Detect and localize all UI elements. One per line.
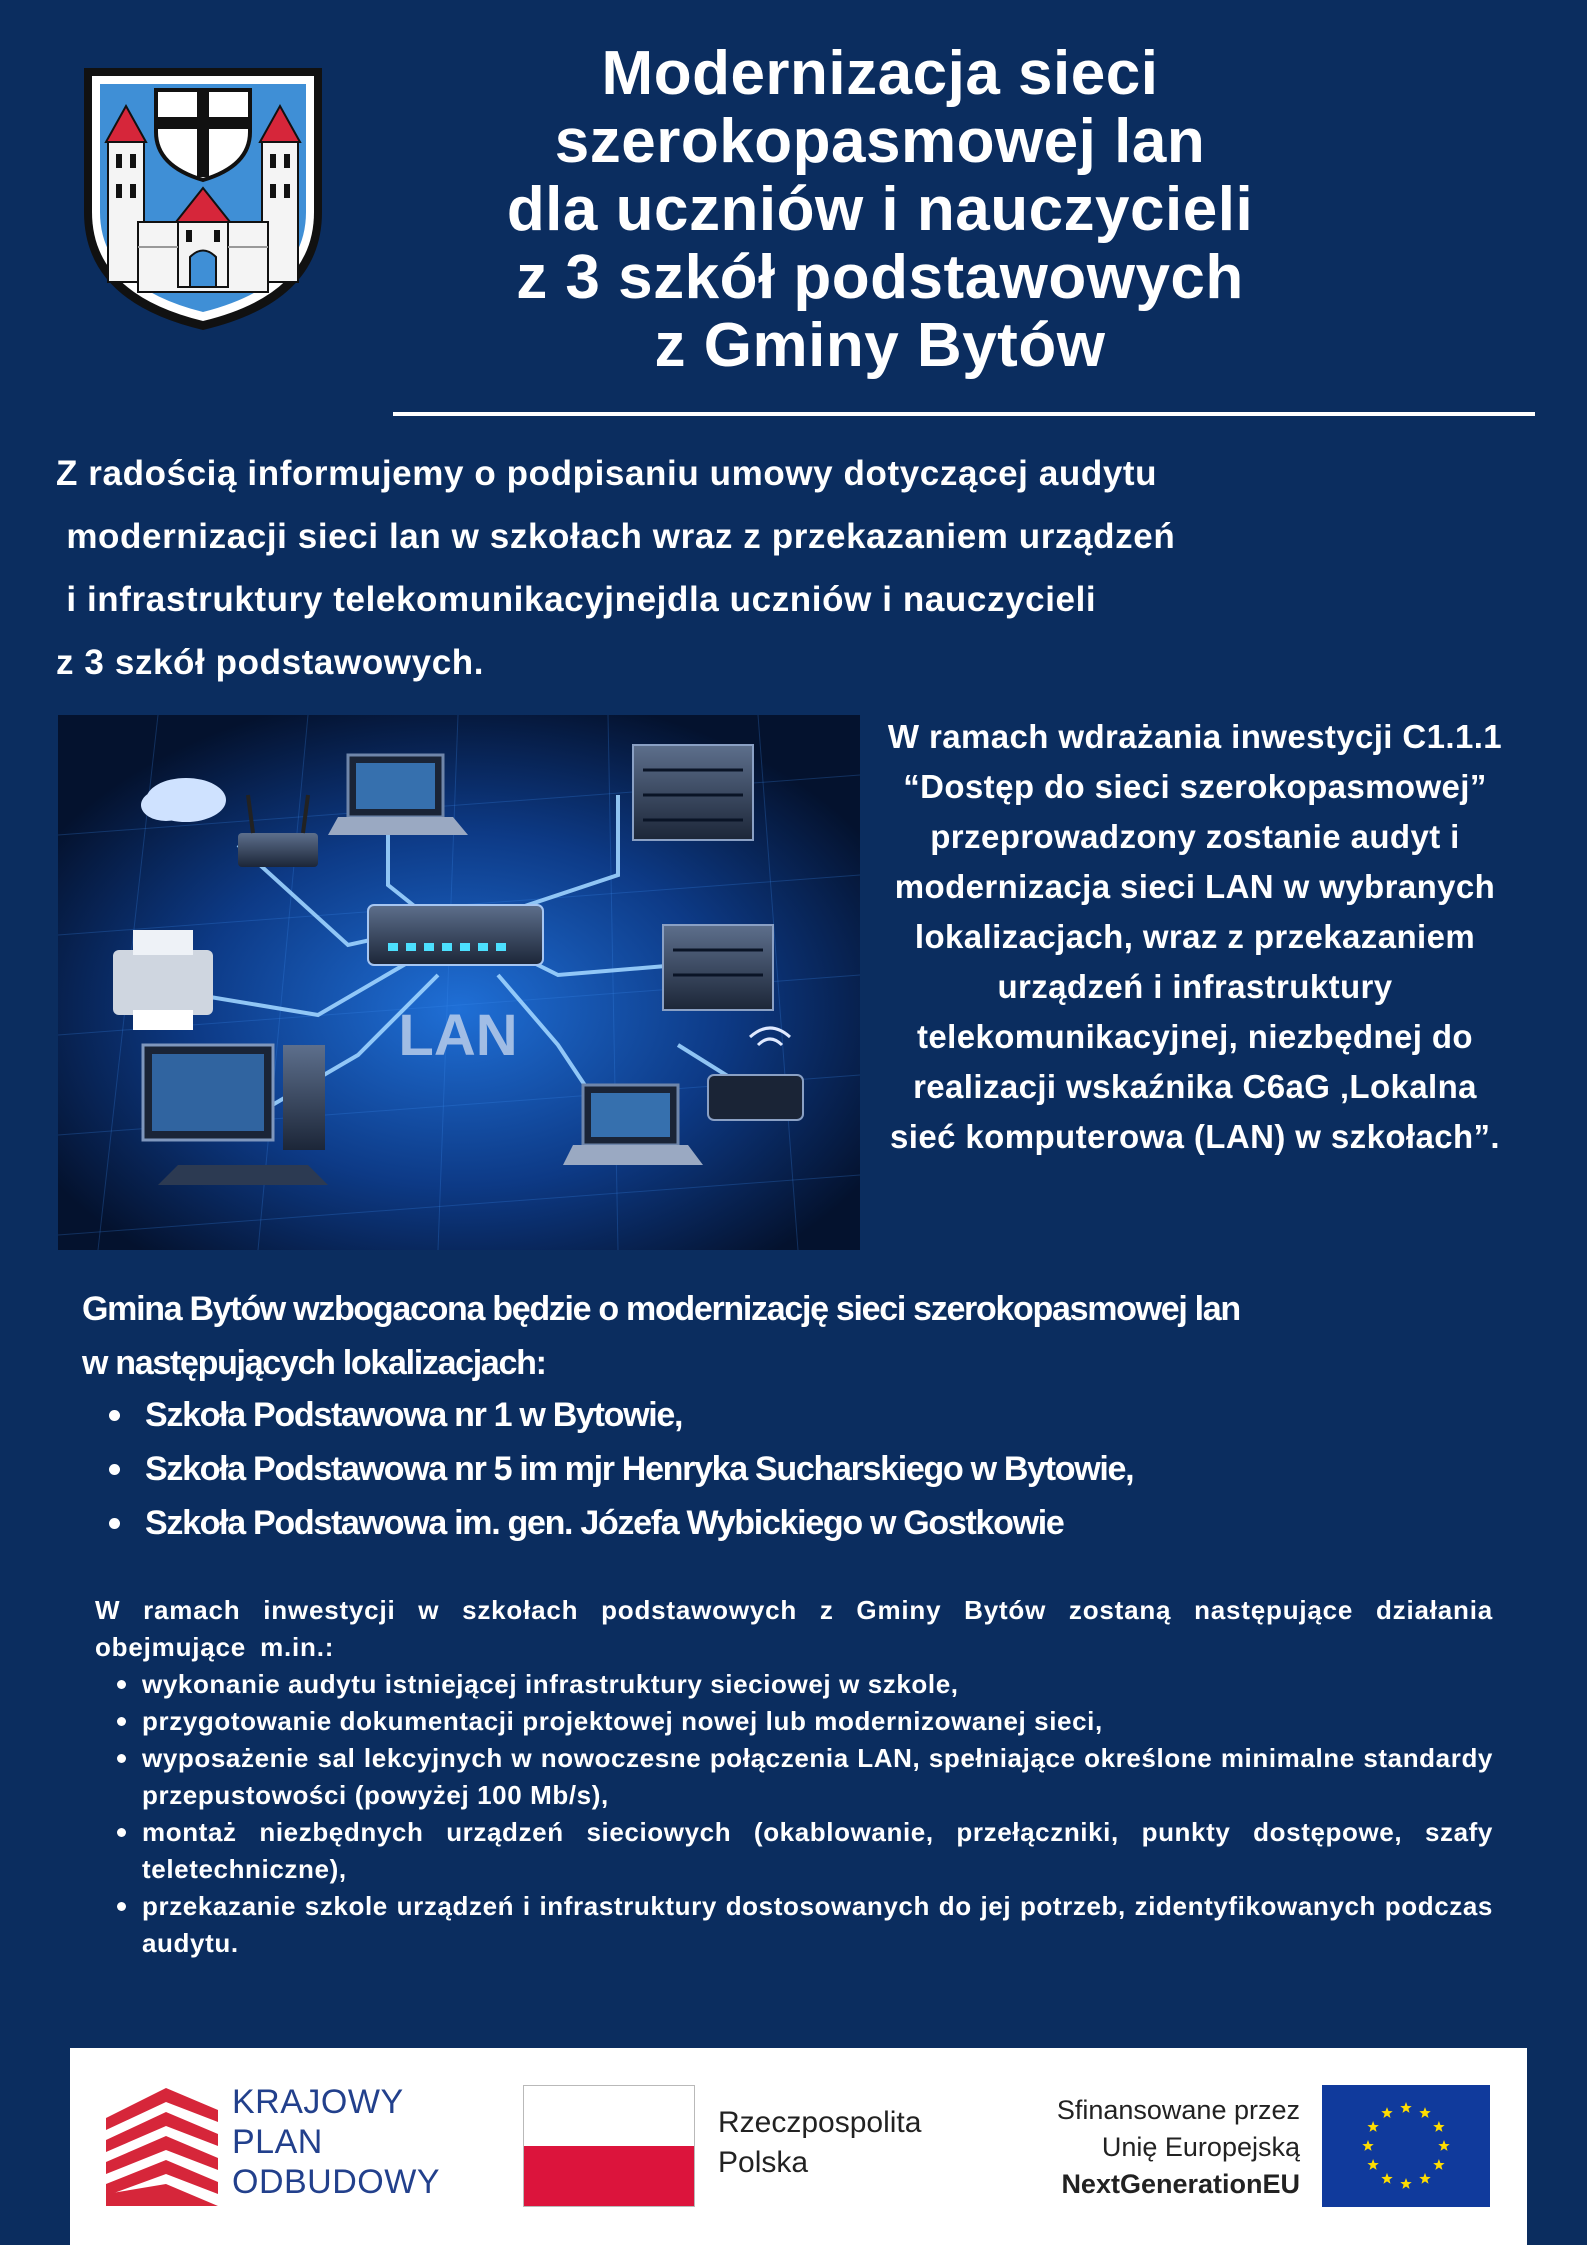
list-item: Szkoła Podstawowa im. gen. Józefa Wybickiego w Gostkowie	[105, 1496, 1505, 1550]
description-line: lokalizacjach, wraz z przekazaniem	[914, 918, 1476, 955]
title-divider	[393, 412, 1535, 416]
locations-line: w następujących lokalizacjach:	[82, 1344, 546, 1382]
kpo-name-line: KRAJOWY	[232, 2083, 404, 2121]
eu-text-line: Unię Europejską	[1101, 2132, 1300, 2162]
intro-line: Z radością informujemy o podpisaniu umowy dotyczącej audytu	[56, 454, 1158, 493]
coat-of-arms-icon	[78, 62, 328, 334]
title-line: szerokopasmowej lan	[554, 107, 1206, 176]
list-item: Szkoła Podstawowa nr 1 w Bytowie,	[105, 1388, 1505, 1442]
rp-name-line: Rzeczpospolita	[718, 2106, 922, 2139]
locations-line: Gmina Bytów wzbogacona będzie o modernizację sieci szerokopasmowej lan	[82, 1290, 1240, 1328]
description-line: modernizacja sieci LAN w wybranych	[894, 868, 1496, 905]
network-diagram-image	[58, 715, 860, 1250]
investment-description	[815, 712, 1575, 1162]
description-line: realizacji wskaźnika C6aG ‚Lokalna	[913, 1068, 1477, 1105]
list-item: wykonanie audytu istniejącej infrastruktury sieciowej w szkole,	[115, 1666, 1493, 1703]
description-line: sieć komputerowa (LAN) w szkołach”.	[890, 1118, 1500, 1155]
intro-line: i infrastruktury telekomunikacyjnejdla uczniów i nauczycieli	[56, 580, 1097, 619]
eu-text-line: NextGenerationEU	[1061, 2169, 1300, 2199]
list-item: przygotowanie dokumentacji projektowej nowej lub modernizowanej sieci,	[115, 1703, 1493, 1740]
list-item: montaż niezbędnych urządzeń sieciowych (okablowanie, przełączniki, punkty dostępowe, szafy teletechniczne),	[115, 1814, 1493, 1888]
list-item: przekazanie szkole urządzeń i infrastruktury dostosowanych do jej potrzeb, zidentyfikowanych podczas audytu.	[115, 1888, 1493, 1962]
description-line: “Dostęp do sieci szerokopasmowej”	[903, 768, 1487, 805]
page-title	[330, 40, 1430, 380]
eu-flag-icon	[1322, 2085, 1490, 2207]
actions-lead: W ramach inwestycji w szkołach podstawowych z Gminy Bytów zostaną następujące działania obejmujące m.in.:	[95, 1595, 1493, 1662]
description-line: W ramach wdrażania inwestycji C1.1.1	[887, 718, 1503, 755]
title-line: Modernizacja sieci	[601, 39, 1159, 108]
intro-line: z 3 szkół podstawowych.	[56, 643, 485, 682]
description-line: przeprowadzony zostanie audyt i	[930, 818, 1460, 855]
intro-paragraph	[56, 442, 1536, 694]
funding-footer	[70, 2048, 1527, 2245]
eu-text-line: Sfinansowane przez	[1056, 2095, 1300, 2125]
title-line: z 3 szkół podstawowych	[516, 243, 1244, 312]
actions-list	[115, 1666, 1493, 1962]
locations-intro	[82, 1282, 1532, 1390]
title-line: dla uczniów i nauczycieli	[506, 175, 1254, 244]
eu-funding-text	[950, 2092, 1300, 2203]
list-item: wyposażenie sal lekcyjnych w nowoczesne połączenia LAN, spełniające określone minimalne standardy przepustowości (powyżej 100 Mb/s),	[115, 1740, 1493, 1814]
kpo-name-line: ODBUDOWY	[232, 2163, 440, 2201]
title-line: z Gminy Bytów	[654, 311, 1106, 380]
list-item: Szkoła Podstawowa nr 5 im mjr Henryka Sucharskiego w Bytowie,	[105, 1442, 1505, 1496]
kpo-name	[232, 2082, 440, 2202]
rp-name-line: Polska	[718, 2146, 809, 2179]
description-line: telekomunikacyjnej, niezbędnej do	[916, 1018, 1473, 1055]
schools-list	[105, 1388, 1505, 1550]
polish-flag-icon	[523, 2085, 695, 2207]
intro-line: modernizacji sieci lan w szkołach wraz z przekazaniem urządzeń	[56, 517, 1176, 556]
description-line: urządzeń i infrastruktury	[997, 968, 1393, 1005]
lan-label: LAN	[398, 1003, 518, 1068]
actions-section	[95, 1592, 1493, 1962]
kpo-name-line: PLAN	[232, 2123, 323, 2161]
rp-name	[718, 2103, 921, 2183]
kpo-logo-icon	[106, 2088, 218, 2208]
lan-illustration	[58, 715, 860, 1250]
